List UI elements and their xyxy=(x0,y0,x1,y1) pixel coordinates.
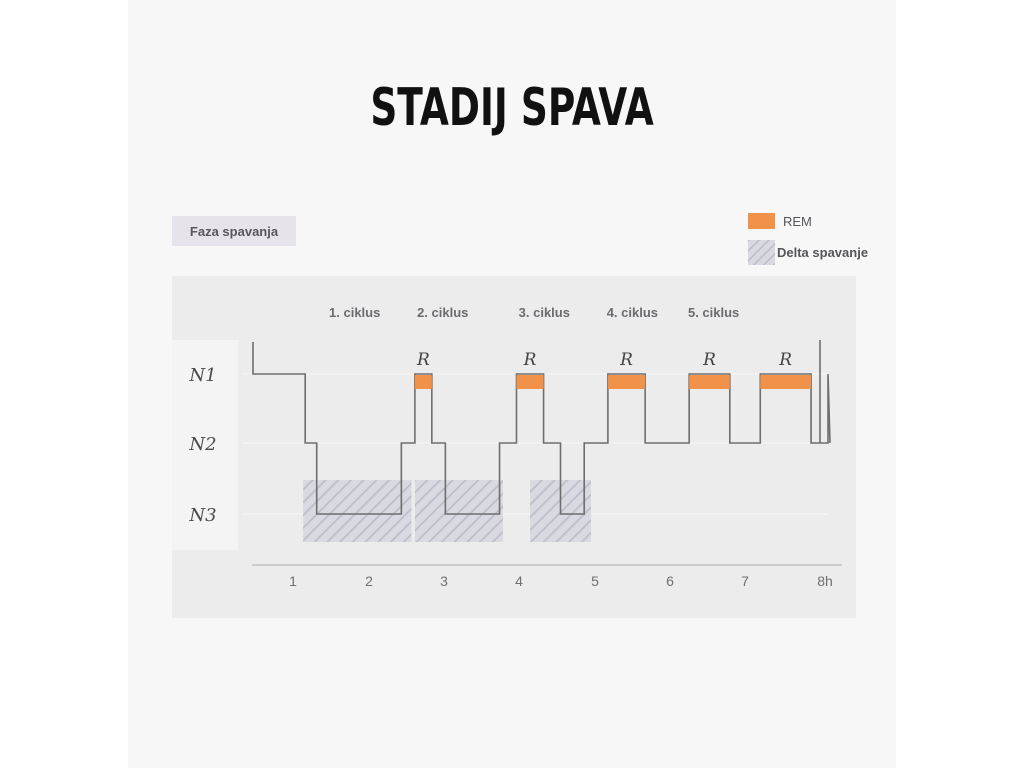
rem-marker-5: R xyxy=(779,350,793,370)
x-tick-label-1: 1 xyxy=(289,573,297,589)
rem-marker-2: R xyxy=(523,350,537,370)
delta-block-1 xyxy=(303,480,411,542)
legend-swatch-delta xyxy=(748,240,775,265)
cycle-label-1: 1. ciklus xyxy=(329,305,381,320)
legend-item-delta xyxy=(748,240,868,265)
hypnogram-chart xyxy=(172,276,856,618)
x-tick-label-7: 7 xyxy=(741,573,749,589)
legend-label-delta: Delta spavanje xyxy=(777,245,869,260)
x-tick-label-2: 2 xyxy=(365,573,373,589)
y-label-n2: N2 xyxy=(189,434,217,455)
phase-label-box: Faza spavanja xyxy=(172,216,296,246)
y-label-n3: N3 xyxy=(189,505,217,526)
x-tick-label-3: 3 xyxy=(440,573,448,589)
rem-bar-5 xyxy=(760,375,811,389)
legend-swatch-rem xyxy=(748,213,775,229)
page-title: STADIJ SPAVA xyxy=(370,78,654,138)
delta-block-2 xyxy=(415,480,503,542)
legend-label-rem: REM xyxy=(783,213,812,229)
x-tick-label-6: 6 xyxy=(666,573,674,589)
cycle-label-2: 2. ciklus xyxy=(417,305,469,320)
rem-marker-1: R xyxy=(416,350,430,370)
rem-marker-3: R xyxy=(620,350,633,370)
rem-bar-4 xyxy=(689,375,730,389)
x-tick-label-8: 8h xyxy=(817,573,833,589)
rem-bar-3 xyxy=(608,375,645,389)
cycle-label-5: 5. ciklus xyxy=(687,305,740,320)
cycle-label-4: 4. ciklus xyxy=(606,305,659,320)
rem-bar-2 xyxy=(516,375,543,389)
infographic-canvas xyxy=(128,0,896,768)
rem-bar-1 xyxy=(415,375,432,389)
cycle-label-3: 3. ciklus xyxy=(518,305,570,320)
legend-item-rem xyxy=(748,213,812,229)
x-tick-label-5: 5 xyxy=(591,573,599,589)
y-label-n1: N1 xyxy=(189,365,217,386)
rem-marker-4: R xyxy=(703,350,716,370)
x-tick-label-4: 4 xyxy=(515,573,523,589)
hypnogram-panel xyxy=(172,276,856,618)
